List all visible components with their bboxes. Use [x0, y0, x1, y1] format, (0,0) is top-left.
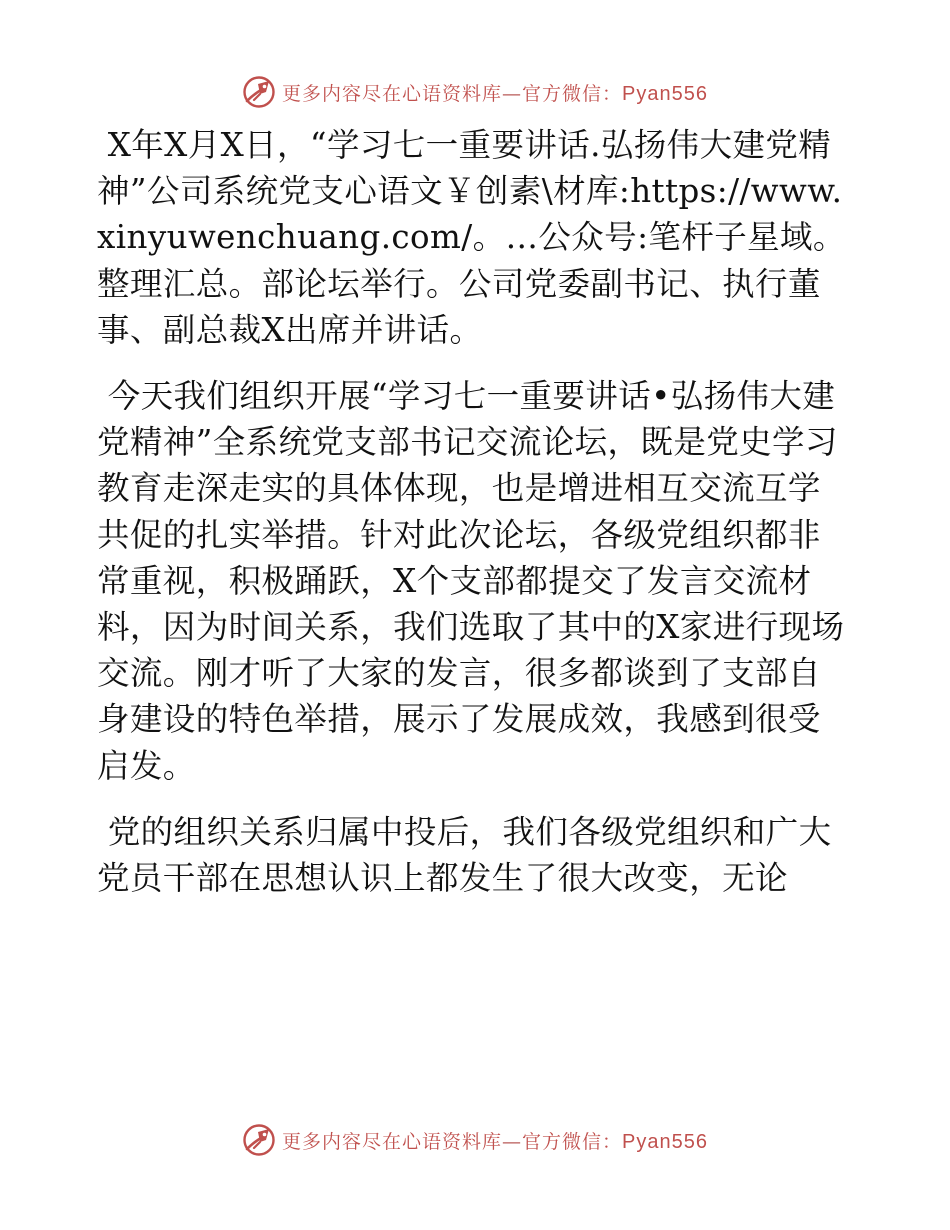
- document-body: [97, 122, 849, 921]
- footer-banner-content: [242, 1123, 708, 1157]
- pen-nib-logo-icon: [242, 75, 276, 109]
- header-wechat-label: 官方微信：: [522, 82, 623, 105]
- footer-banner: [0, 1120, 950, 1160]
- header-banner-content: [242, 75, 708, 109]
- footer-wechat-label: 官方微信：: [522, 1130, 623, 1153]
- header-separator: —: [502, 82, 523, 105]
- pen-nib-logo-icon: [242, 1123, 276, 1157]
- footer-wechat-id: Pyan556: [622, 1130, 708, 1153]
- header-promo: [282, 79, 708, 106]
- paragraph-3: 党的组织关系归属中投后，我们各级党组织和广大党员干部在思想认识上都发生了很大改变，无论: [97, 812, 832, 898]
- paragraph-1: X年X月X日，“学习七一重要讲话.弘扬伟大建党精神”公司系统党支心语文￥创素\材库:https://www.xinyuwenchuang.com/。…公众号:笔杆子星域。整理汇总。部论坛举行。公司党委副书记、执行董事、副总裁X出席并讲话。: [97, 126, 846, 349]
- paragraph-2: 今天我们组织开展“学习七一重要讲话•弘扬伟大建党精神”全系统党支部书记交流论坛，既是党史学习教育走深走实的具体体现，也是增进相互交流互学共促的扎实举措。针对此次论坛，各级党组织都非常重视，积极踊跃，X个支部都提交了发言交流材料，因为时间关系，我们选取了其中的X家进行现场交流。刚才听了大家的发言，很多都谈到了支部自身建设的特色举措，展示了发展成效，我感到很受启发。: [97, 377, 845, 785]
- header-wechat-id: Pyan556: [622, 82, 708, 105]
- header-promo-text: 更多内容尽在心语资料库: [282, 82, 503, 105]
- footer-separator: —: [502, 1130, 523, 1153]
- footer-promo-text: 更多内容尽在心语资料库: [282, 1130, 503, 1153]
- header-banner: [0, 72, 950, 112]
- footer-promo: [282, 1127, 708, 1154]
